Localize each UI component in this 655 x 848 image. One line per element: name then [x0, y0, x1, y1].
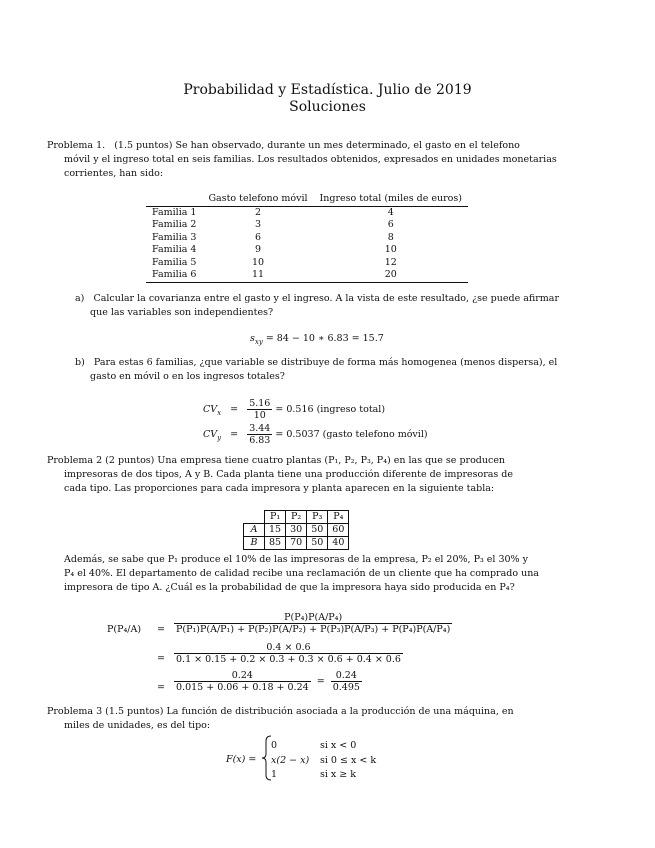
cv-y-result: = 0.5037 (gasto telefono móvil) — [275, 429, 428, 440]
table-cell: 10 — [251, 256, 265, 268]
bayes-fraction-2 — [174, 642, 403, 665]
cv-x-sub: x — [217, 408, 222, 417]
plant-table — [243, 510, 349, 550]
part-b-label: b) — [75, 357, 85, 368]
cv-y-sub: y — [217, 433, 222, 442]
problem2-intro — [47, 454, 622, 468]
table-header: P₁ — [265, 511, 286, 524]
cv-x-den: 10 — [253, 410, 266, 421]
table-cell — [244, 511, 265, 524]
case-condition: si 0 ≤ x < k — [320, 754, 377, 766]
bayes-f1-num: P(P₄)P(A/P₄) — [174, 612, 452, 624]
table-cell: 60 — [328, 524, 349, 537]
case-value: x(2 − x) — [271, 754, 310, 766]
problem2-points: (2 puntos) — [105, 455, 155, 466]
part-b-line1: Para estas 6 familias, ¿que variable se distribuye de forma más homogenea (menos dispersa), el — [93, 357, 558, 368]
eq-sign: = — [157, 624, 165, 635]
table-cell: 3 — [254, 219, 262, 230]
table-row — [244, 524, 349, 537]
cv-x-result: = 0.516 (ingreso total) — [275, 404, 386, 415]
table-cell: Familia 4 — [152, 244, 197, 255]
case-condition: si x ≥ k — [320, 769, 357, 780]
family-table-header: Gasto telefono móvil — [202, 193, 313, 206]
problem2-line6: impresora de tipo A. ¿Cuál es la probabilidad de que la impresora haya sido producida en P₄? — [64, 582, 515, 593]
table-cell: 50 — [307, 524, 328, 537]
table-cell: 12 — [384, 256, 397, 268]
problem3-intro — [47, 705, 622, 719]
problem3-line1: La función de distribución asociada a la producción de una máquina, en — [166, 706, 514, 717]
table-cell: 50 — [307, 537, 328, 550]
table-row — [146, 257, 468, 270]
eq-sign: = — [230, 429, 239, 440]
problem3-label: Problema 3 — [47, 706, 103, 717]
problem2-line1: Una empresa tiene cuatro plantas (P₁, P₂, P₃, P₄) en las que se producen — [157, 455, 506, 466]
bayes-f3-num: 0.24 — [174, 670, 311, 682]
table-cell: 9 — [254, 244, 262, 255]
eq-sign: = — [157, 653, 165, 664]
bayes-fraction-3 — [174, 670, 362, 693]
table-row — [146, 269, 468, 282]
cdf-lhs-text: F(x) = — [226, 754, 257, 765]
case-value: 1 — [271, 769, 278, 780]
bayes-fraction-1 — [174, 612, 452, 635]
table-cell: 20 — [314, 269, 468, 282]
problem2-line5: P₄ el 40%. El departamento de calidad recibe una reclamación de un cliente que ha comprado una — [64, 568, 539, 579]
table-row — [146, 206, 468, 219]
table-cell: 8 — [387, 231, 394, 243]
cdf-cases-values — [271, 739, 309, 783]
bayes-f3-den: 0.015 + 0.06 + 0.18 + 0.24 — [176, 682, 309, 693]
case-condition: si x < 0 — [320, 740, 357, 751]
table-cell: Familia 3 — [152, 231, 197, 243]
table-cell: 2 — [254, 206, 262, 218]
table-row — [146, 232, 468, 245]
cv-y-num: 3.44 — [249, 423, 271, 434]
table-header: P₂ — [286, 511, 307, 524]
table-cell: 4 — [387, 206, 394, 218]
cv-y-symbol: CV — [203, 429, 218, 440]
table-cell: 40 — [328, 537, 349, 550]
problem1-points: (1.5 puntos) — [114, 140, 173, 151]
table-header: P₃ — [307, 511, 328, 524]
table-row — [146, 219, 468, 232]
table-row — [244, 511, 349, 524]
table-cell: 10 — [384, 244, 397, 255]
problem1-text-line2: móvil y el ingreso total en seis familias. Los resultados obtenidos, expresados en unidades monetarias — [64, 154, 557, 165]
page-title: Probabilidad y Estadística. Julio de 2019 — [183, 82, 472, 98]
problem2-line3: cada tipo. Las proporciones para cada impresora y planta aparecen en la siguiente tabla: — [64, 483, 495, 494]
cv-y-formula — [203, 423, 428, 446]
problem1-text-line3: corrientes, han sido: — [64, 168, 164, 179]
table-cell: Familia 2 — [152, 219, 197, 230]
table-cell: 15 — [265, 524, 286, 537]
table-cell: 6 — [387, 219, 394, 230]
bayes-f1-den: P(P₁)P(A/P₁) + P(P₂)P(A/P₂) + P(P₃)P(A/P₃) + P(P₄)P(A/P₄) — [176, 624, 451, 635]
table-row — [146, 244, 468, 257]
problem1-label: Problema 1. — [47, 140, 106, 151]
table-cell: Familia 6 — [146, 269, 202, 282]
table-cell: Familia 1 — [152, 206, 197, 218]
table-cell: Familia 5 — [152, 256, 197, 268]
cv-y-fraction — [247, 423, 272, 446]
table-cell: 70 — [286, 537, 307, 550]
problem2-line4: Además, se sabe que P₁ produce el 10% de las impresoras de la empresa, P₂ el 20%, P₃ el 30% y — [64, 554, 528, 565]
bayes-f4-den: 0.495 — [332, 682, 360, 693]
family-table — [146, 193, 468, 283]
problem1-intro — [47, 139, 607, 153]
table-cell: 30 — [286, 524, 307, 537]
covariance-formula — [250, 333, 384, 346]
cv-x-num: 5.16 — [249, 398, 271, 409]
problem3-line2: miles de unidades, es del tipo: — [64, 720, 211, 731]
cv-y-den: 6.83 — [249, 435, 271, 446]
table-header: P₄ — [328, 511, 349, 524]
family-table-header — [146, 193, 202, 206]
cov-symbol: s — [250, 333, 255, 344]
table-cell: 85 — [265, 537, 286, 550]
eq-sign: = — [230, 404, 239, 415]
table-row — [244, 537, 349, 550]
bayes-lhs: P(P₄/A) — [107, 624, 142, 635]
cdf-lhs — [226, 754, 256, 765]
problem1-text-line1: Se han observado, durante un mes determinado, el gasto en el telefono — [175, 140, 520, 151]
part-a-line1: Calcular la covarianza entre el gasto y el ingreso. A la vista de este resultado, ¿se puede afirmar — [93, 293, 559, 304]
part-b-line2: gasto en móvil o en los ingresos totales? — [90, 371, 285, 382]
bayes-f2-num: 0.4 × 0.6 — [174, 642, 403, 654]
cv-x-formula — [203, 398, 385, 421]
problem2-label: Problema 2 — [47, 455, 103, 466]
family-table-header: Ingreso total (miles de euros) — [314, 193, 468, 206]
case-value: 0 — [271, 740, 278, 751]
cov-subscript: xy — [254, 337, 263, 346]
cdf-cases-conditions — [320, 739, 376, 783]
table-cell: 6 — [254, 231, 262, 243]
table-cell: B — [244, 537, 265, 550]
page-subtitle: Soluciones — [289, 99, 366, 115]
eq-sign: = — [157, 682, 165, 693]
problem2-line2: impresoras de dos tipos, A y B. Cada planta tiene una producción diferente de impresoras de — [64, 469, 514, 480]
problem1-part-b — [75, 356, 635, 370]
problem1-part-a — [75, 292, 635, 306]
bayes-f4-num: 0.24 — [331, 670, 362, 682]
problem3-points: (1.5 puntos) — [105, 706, 164, 717]
cv-x-fraction — [247, 398, 272, 421]
eq-sign: = — [316, 676, 325, 687]
bayes-f2-den: 0.1 × 0.15 + 0.2 × 0.3 + 0.3 × 0.6 + 0.4 × 0.6 — [176, 654, 401, 665]
part-a-label: a) — [75, 293, 85, 304]
part-a-line2: que las variables son independientes? — [90, 307, 274, 318]
cv-x-symbol: CV — [203, 404, 218, 415]
table-cell: 11 — [202, 269, 313, 282]
table-cell: A — [244, 524, 265, 537]
cov-result: = 84 − 10 ∗ 6.83 = 15.7 — [262, 333, 384, 344]
